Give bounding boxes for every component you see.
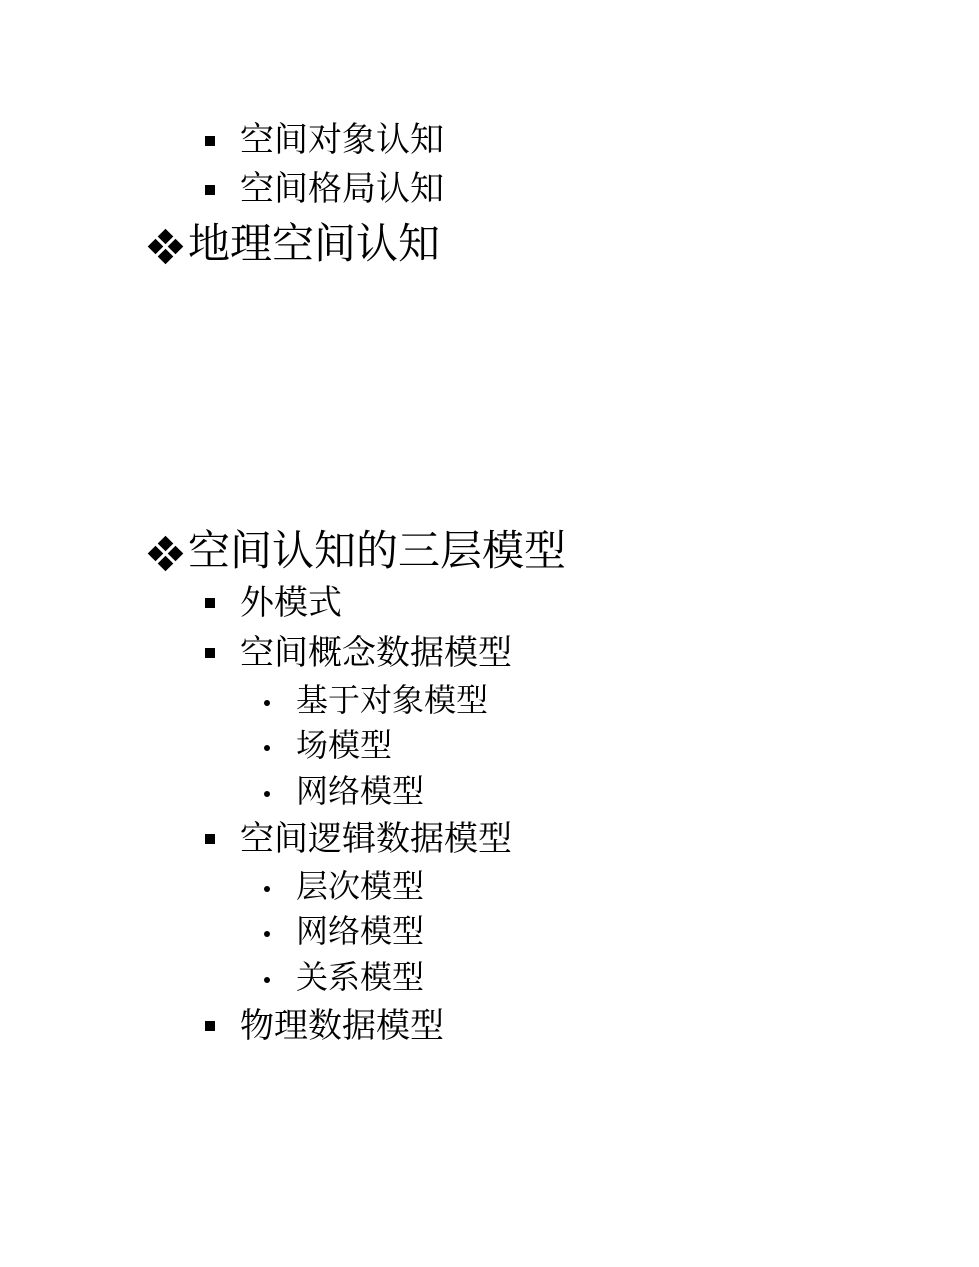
dot-bullet-icon xyxy=(264,977,270,983)
section-title: 空间认知的三层模型 xyxy=(188,526,567,575)
list-item: 网络模型 xyxy=(296,772,425,810)
list-item: 关系模型 xyxy=(296,958,425,996)
list-item: 空间对象认知 xyxy=(240,120,444,160)
dot-bullet-icon xyxy=(264,791,270,797)
list-item: 场模型 xyxy=(296,726,393,764)
square-bullet-icon xyxy=(205,598,215,608)
list-item: 物理数据模型 xyxy=(240,1006,444,1046)
list-item: 层次模型 xyxy=(296,867,425,905)
list-item: 空间格局认知 xyxy=(240,169,444,209)
section-title: 地理空间认知 xyxy=(188,219,441,268)
list-item: 网络模型 xyxy=(296,912,425,950)
section-heading xyxy=(148,526,567,575)
section-heading xyxy=(148,219,441,268)
dot-bullet-icon xyxy=(264,700,270,706)
list-item: 基于对象模型 xyxy=(296,681,489,719)
dot-bullet-icon xyxy=(264,745,270,751)
square-bullet-icon xyxy=(205,648,215,658)
list-item: 空间概念数据模型 xyxy=(240,633,512,673)
list-item: 外模式 xyxy=(240,583,342,623)
diamond-cluster-bullet-icon xyxy=(148,229,184,265)
dot-bullet-icon xyxy=(264,931,270,937)
list-item: 空间逻辑数据模型 xyxy=(240,819,512,859)
square-bullet-icon xyxy=(205,136,215,146)
square-bullet-icon xyxy=(205,185,215,195)
square-bullet-icon xyxy=(205,834,215,844)
diamond-cluster-bullet-icon xyxy=(148,536,184,572)
dot-bullet-icon xyxy=(264,886,270,892)
square-bullet-icon xyxy=(205,1021,215,1031)
